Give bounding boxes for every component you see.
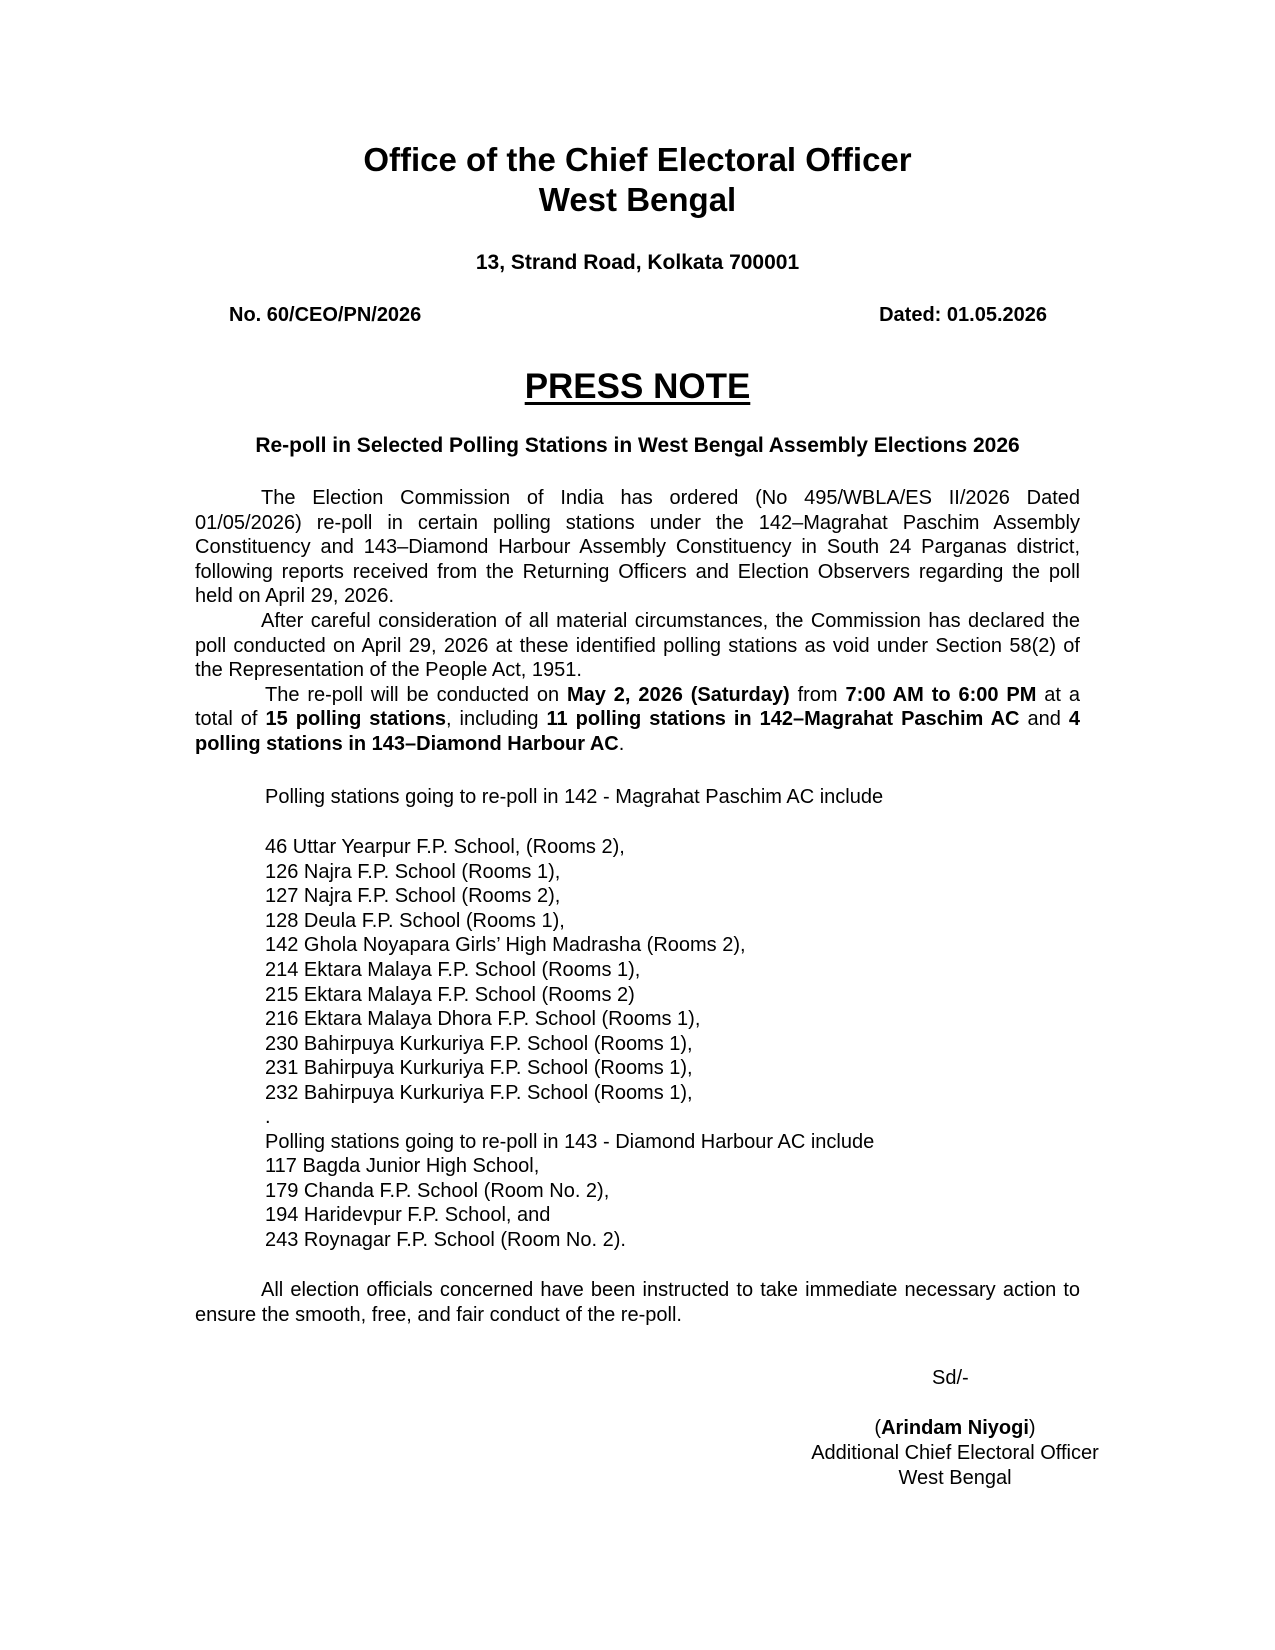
list-item: 142 Ghola Noyapara Girls’ High Madrasha (Rooms 2), (265, 934, 746, 957)
repoll-text-2: from (789, 683, 846, 706)
list-item: 117 Bagda Junior High School, (265, 1155, 540, 1177)
signatory-state: West Bengal (898, 1467, 1012, 1489)
list-142-heading: Polling stations going to re-poll in 142 - Magrahat Paschim AC include (265, 786, 884, 808)
list-item: 126 Najra F.P. School (Rooms 1), (265, 860, 561, 883)
list-item: 215 Ektara Malaya F.P. School (Rooms 2) (265, 983, 635, 1006)
body-paragraphs (195, 486, 1080, 757)
list-142 (265, 835, 1065, 1106)
list-item: 214 Ektara Malaya F.P. School (Rooms 1), (265, 958, 641, 981)
document-date: Dated: 01.05.2026 (879, 304, 1047, 326)
repoll-text-4: , including (445, 708, 547, 731)
paragraph-order: The Election Commission of India has ordered (No 495/WBLA/ES II/2026 Dated 01/05/2026) re-poll in certain polling stations under the 142–Magrahat Paschim Assembly Constituency and 143–Diamond Harbour Assembly Constituency in South 24 Parganas district, following reports received from the Returning Officers and Election Observers regarding the poll held on April 29, 2026. (195, 487, 1080, 608)
repoll-total-stations: 15 polling stations (265, 708, 446, 731)
list-item: 128 Deula F.P. School (Rooms 1), (265, 909, 565, 932)
list-143-heading: Polling stations going to re-poll in 143 - Diamond Harbour AC include (265, 1131, 875, 1153)
signatory-designation: Additional Chief Electoral Officer (811, 1442, 1099, 1464)
repoll-time: 7:00 AM to 6:00 PM (845, 683, 1037, 706)
repoll-date: May 2, 2026 (Saturday) (567, 683, 790, 706)
repoll-stations-143: 4 polling stations in 143–Diamond Harbour AC (195, 708, 1080, 755)
separator-dot: . (265, 1106, 271, 1128)
closing-paragraph-block (195, 1278, 1080, 1327)
list-item: 232 Bahirpuya Kurkuriya F.P. School (Rooms 1), (265, 1081, 693, 1104)
signatory-name-text: Arindam Niyogi (881, 1417, 1029, 1439)
signature-sd: Sd/- (932, 1367, 969, 1389)
paragraph-repoll-schedule (195, 683, 1080, 757)
list-item: 127 Najra F.P. School (Rooms 2), (265, 885, 561, 908)
repoll-text-3: at a total of (195, 683, 1081, 731)
list-item: 216 Ektara Malaya Dhora F.P. School (Rooms 1), (265, 1008, 701, 1031)
closing-paragraph: All election officials concerned have been instructed to take immediate necessary action to ensure the smooth, free, and fair conduct of the re-poll. (195, 1279, 1080, 1326)
list-143 (265, 1154, 1065, 1252)
repoll-text-6: . (618, 732, 625, 755)
signatory-name (0, 1416, 1275, 1441)
list-item: 230 Bahirpuya Kurkuriya F.P. School (Rooms 1), (265, 1032, 693, 1055)
reference-number: No. 60/CEO/PN/2026 (229, 304, 422, 326)
repoll-stations-142: 11 polling stations in 142–Magrahat Paschim AC (546, 708, 1020, 731)
list-item: 194 Haridevpur F.P. School, and (265, 1204, 551, 1227)
subject-line: Re-poll in Selected Polling Stations in West Bengal Assembly Elections 2026 (255, 434, 1020, 457)
list-item: 243 Roynagar F.P. School (Room No. 2). (265, 1228, 626, 1251)
list-item: 179 Chanda F.P. School (Room No. 2), (265, 1179, 610, 1202)
office-title: Office of the Chief Electoral Officer (363, 141, 912, 178)
repoll-text-5: and (1019, 708, 1069, 731)
list-item: 231 Bahirpuya Kurkuriya F.P. School (Rooms 1), (265, 1057, 693, 1080)
repoll-text-1: The re-poll will be conducted on (265, 683, 567, 706)
office-address: 13, Strand Road, Kolkata 700001 (475, 251, 800, 274)
paren-close: ) (1028, 1417, 1036, 1439)
paragraph-void-declaration: After careful consideration of all material circumstances, the Commission has declared the poll conducted on April 29, 2026 at these identified polling stations as void under Section 58(2) of the Representation of the People Act, 1951. (195, 609, 1080, 682)
press-note-heading: PRESS NOTE (524, 367, 751, 406)
list-item: 46 Uttar Yearpur F.P. School, (Rooms 2), (265, 836, 625, 858)
paren-open: ( (874, 1417, 882, 1439)
office-state: West Bengal (538, 181, 737, 218)
